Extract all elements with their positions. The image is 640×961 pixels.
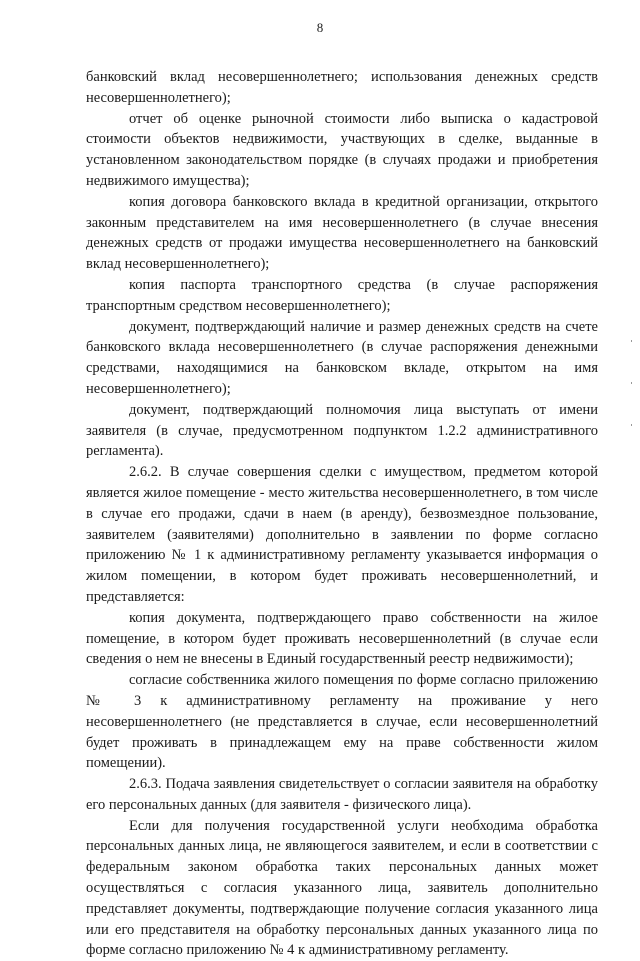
paragraph: копия документа, подтверждающего право собственности на жилое помещение, в котором будет проживать несовершеннолетний (в случае если сведения о нем не внесены в Единый государственный реестр недвижимости); <box>86 609 598 668</box>
paragraph: документ, подтверждающий наличие и размер денежных средств на счете банковского вклада несовершеннолетнего (в случае распоряжения денежными средствами, находящимися на банковском вкладе, открытом на имя несовершеннолетнего); <box>86 318 598 397</box>
paragraph: копия договора банковского вклада в кредитной организации, открытого законным представителем на имя несовершеннолетнего (в случае внесения денежных средств от продажи имущества несовершеннолетнего на банковский вклад несовершеннолетнего); <box>86 193 598 273</box>
scan-margin-marks <box>631 340 634 460</box>
paragraph: Если для получения государственной услуги необходима обработка персональных данных лица, не являющегося заявителем, и если в соответствии с федеральным законом обработка таких персональных данных может осуществляться с согласия указанного лица, заявитель дополнительно представляет документы, подтверждающие получение согласия указанного лица или его представителя на обработку персональных данных указанного лица по форме согласно приложению № 4 к административному регламенту. <box>86 817 598 959</box>
paragraph: копия паспорта транспортного средства (в случае распоряжения транспортным средством несовершеннолетнего); <box>86 276 598 314</box>
section-2-6-2: 2.6.2. В случае совершения сделки с имуществом, предметом которой является жилое помещение - место жительства несовершеннолетнего, в том числе в случае его продажи, сдачи в наем (в аренду), безвозмездное пользование, заявителем (заявителями) дополнительно в заявлении по форме согласно приложению № 1 к административному регламенту указывается информация о жилом помещении, в котором будет проживать несовершеннолетний, и представляется: <box>86 464 598 605</box>
paragraph: отчет об оценке рыночной стоимости либо выписка о кадастровой стоимости объектов недвижимости, участвующих в сделке, выданные в установленном законодательством порядке (в случаях продажи и приобретения недвижимого имущества); <box>86 110 598 189</box>
paragraph: банковский вклад несовершеннолетнего; использования денежных средств несовершеннолетнего); <box>86 69 598 106</box>
page-number: 8 <box>316 20 324 35</box>
document-body <box>86 67 598 961</box>
paragraph: согласие собственника жилого помещения по форме согласно приложению № 3 к административному регламенту на проживание у него несовершеннолетнего (не представляется в случае, если несовершеннолетний будет проживать в принадлежащем ему на праве собственности жилом помещении). <box>86 672 598 772</box>
section-2-6-3: 2.6.3. Подача заявления свидетельствует о согласии заявителя на обработку его персональных данных (для заявителя - физического лица). <box>86 776 598 813</box>
paragraph: документ, подтверждающий полномочия лица выступать от имени заявителя (в случае, предусмотренном подпунктом 1.2.2 административного регламента). <box>86 401 598 460</box>
